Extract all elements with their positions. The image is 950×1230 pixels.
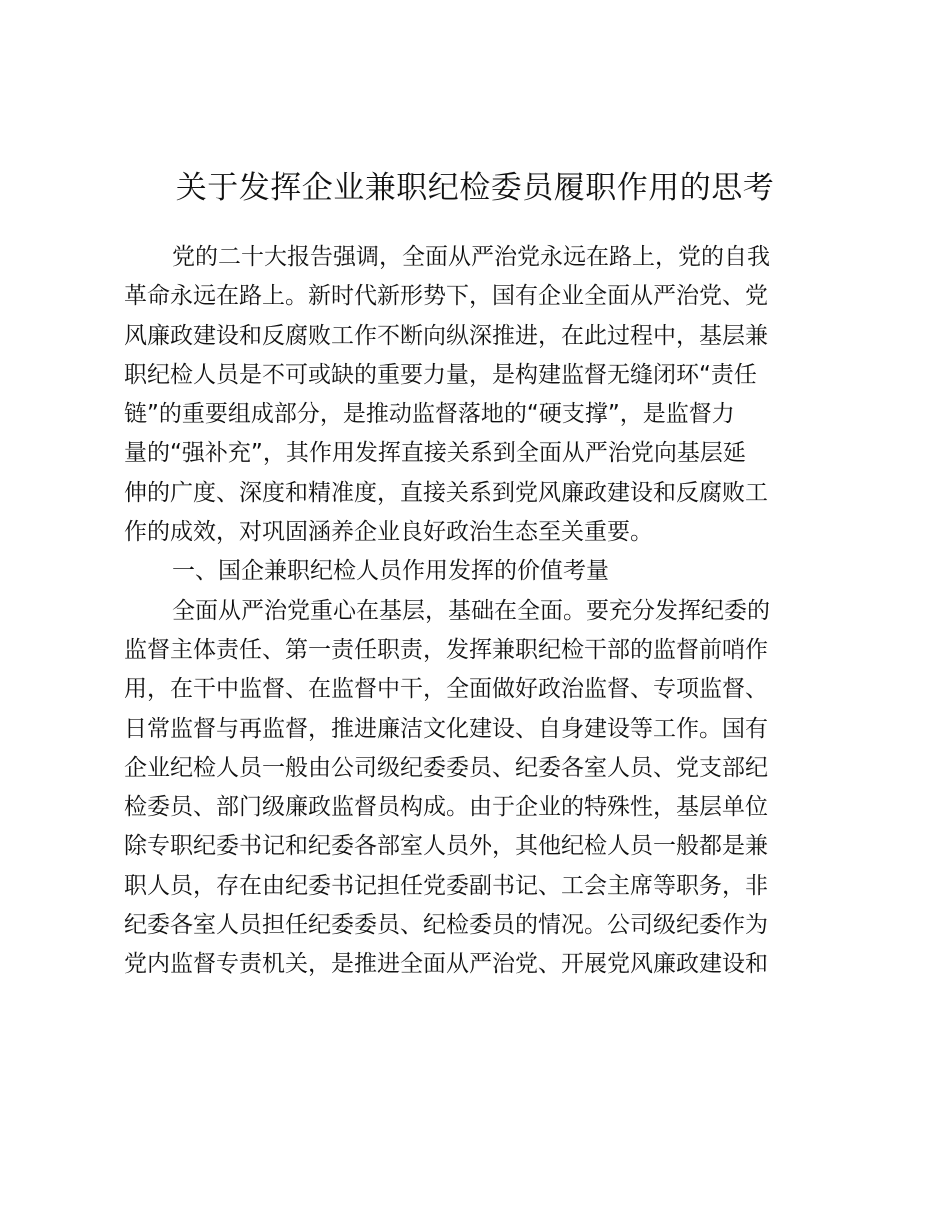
paragraph-line: 量的“强补充”，其作用发挥直接关系到全面从严治党向基层延 [124, 440, 746, 467]
paragraph-line: 用，在干中监督、在监督中干，全面做好政治监督、专项监督、 [124, 676, 768, 703]
document-title: 关于发挥企业兼职纪检委员履职作用的思考 [175, 170, 775, 206]
paragraph-line: 作的成效，对巩固涵养企业良好政治生态至关重要。 [124, 519, 653, 546]
paragraph-line: 职纪检人员是不可或缺的重要力量，是构建监督无缝闭环“责任 [124, 361, 757, 388]
paragraph-line: 检委员、部门级廉政监督员构成。由于企业的特殊性，基层单位 [124, 794, 768, 821]
paragraph-line: 全面从严治党重心在基层，基础在全面。要充分发挥纪委的 [172, 597, 770, 624]
paragraph-line: 职人员，存在由纪委书记担任党委副书记、工会主席等职务，非 [124, 872, 768, 899]
paragraph-line: 纪委各室人员担任纪委委员、纪检委员的情况。公司级纪委作为 [124, 912, 768, 939]
section-heading: 一、国企兼职纪检人员作用发挥的价值考量 [172, 558, 609, 585]
document-body [124, 238, 824, 985]
paragraph-line: 企业纪检人员一般由公司级纪委委员、纪委各室人员、党支部纪 [124, 754, 768, 781]
paragraph-line: 链”的重要组成部分，是推动监督落地的“硬支撑”，是监督力 [124, 401, 735, 428]
paragraph-line: 党内监督专责机关，是推进全面从严治党、开展党风廉政建设和 [124, 951, 768, 978]
paragraph-line: 监督主体责任、第一责任职责，发挥兼职纪检干部的监督前哨作 [124, 636, 768, 663]
paragraph-line: 除专职纪委书记和纪委各部室人员外，其他纪检人员一般都是兼 [124, 833, 768, 860]
paragraph-line: 革命永远在路上。新时代新形势下，国有企业全面从严治党、党 [124, 283, 768, 310]
paragraph-line: 日常监督与再监督，推进廉洁文化建设、自身建设等工作。国有 [124, 715, 768, 742]
paragraph-line: 党的二十大报告强调，全面从严治党永远在路上，党的自我 [172, 244, 770, 270]
paragraph-line: 伸的广度、深度和精准度，直接关系到党风廉政建设和反腐败工 [124, 479, 768, 506]
paragraph-line: 风廉政建设和反腐败工作不断向纵深推进，在此过程中，基层兼 [124, 322, 768, 349]
